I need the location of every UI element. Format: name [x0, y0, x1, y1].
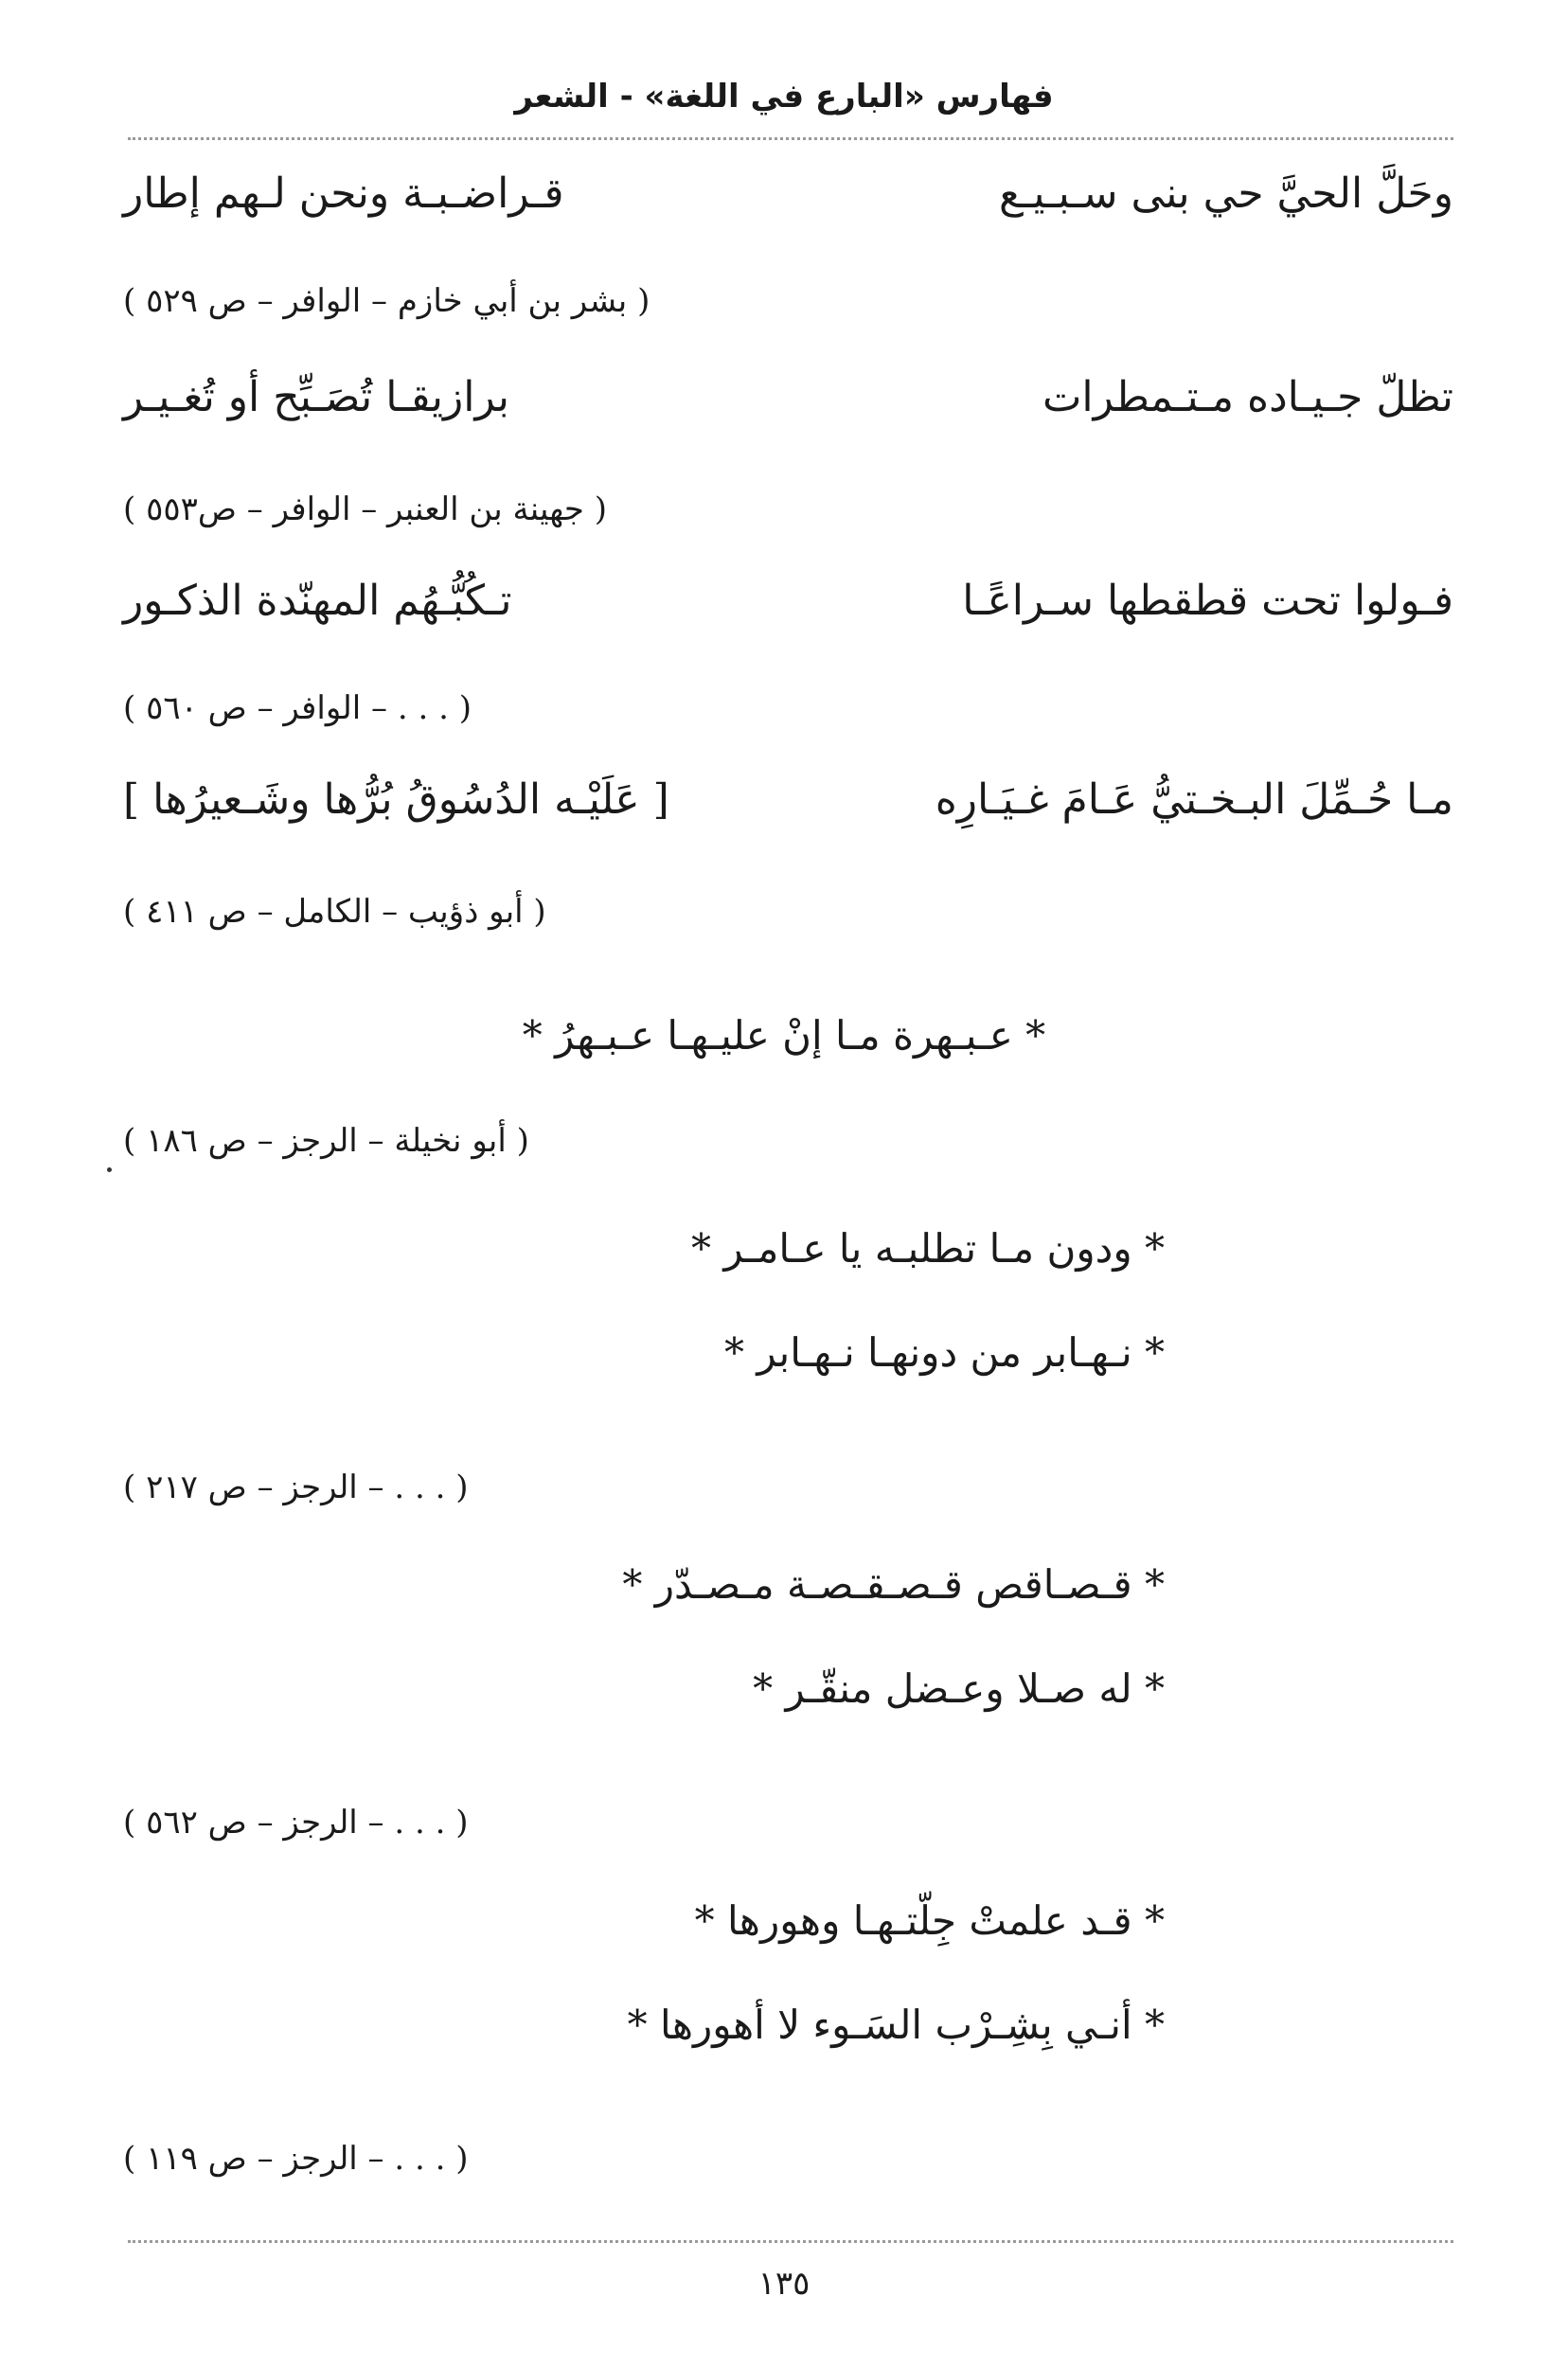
- attribution-text: ( أبو نخيلة – الرجز – ص ١٨٦ ): [123, 1122, 529, 1160]
- attribution-text: ( . . . – الوافر – ص ٥٦٠ ): [123, 689, 472, 727]
- attribution-text: ( بشر بن أبي خازم – الوافر – ص ٥٢٩ ): [123, 282, 650, 320]
- verse-second-hemistich: برازيقـا تُصَـبِّح أو تُغـيـر: [123, 373, 510, 421]
- rajaz-attribution: [123, 1801, 1453, 1844]
- rajaz-text: * قـصـاقص قـصـقـصـة مـصـدّر *: [622, 1561, 1165, 1608]
- rajaz-text: * له صـلا وعـضل منقّـر *: [753, 1665, 1165, 1712]
- verse-attribution: [123, 488, 1453, 531]
- attribution-text: ( . . . – الرجز – ص ٥٦٢ ): [123, 1804, 469, 1842]
- footer-divider: [128, 2240, 1453, 2243]
- verse-first-hemistich: فـولوا تحت قطقطها سـراعًـا: [962, 577, 1453, 625]
- rajaz-line: [0, 1008, 1568, 1063]
- verse-second-hemistich: [ عَلَيْـه الدُسُوقُ بُرُّها وشَـعيرُها ]: [123, 775, 669, 824]
- verse-attribution: [123, 279, 1453, 323]
- rajaz-line: [0, 1326, 1165, 1380]
- verse-first-hemistich: وحَلَّ الحيَّ حي بنى سـبـيـع: [998, 169, 1453, 218]
- verse-attribution: [123, 686, 1453, 730]
- attribution-text: ( جهينة بن العنبر – الوافر – ص٥٥٣ ): [123, 490, 607, 528]
- rajaz-line: [0, 1894, 1165, 1949]
- page-number: ١٣٥: [757, 2265, 811, 2303]
- verse-first-hemistich: تظلّ جـيـاده مـتـمطرات: [1042, 373, 1453, 421]
- attribution-text: ( . . . – الرجز – ص ١١٩ ): [123, 2140, 469, 2178]
- running-header: فهارس «البارع في اللغة» - الشعر: [514, 78, 1054, 116]
- rajaz-text: * أنـي بِشِـرْب السَـوء لا أهورها *: [627, 2002, 1165, 2048]
- rajaz-line: [0, 1221, 1165, 1276]
- rajaz-line: [0, 1557, 1165, 1612]
- stray-mark: [107, 1167, 112, 1172]
- verse-second-hemistich: تـكُبُّـهُم المهنّدة الذكـور: [123, 577, 512, 625]
- verse-line: [123, 573, 1453, 630]
- rajaz-text: * نـهـابر من دونهـا نـهـابر *: [724, 1329, 1165, 1376]
- rajaz-text: * ودون مـا تطلبـه يا عـامـر *: [691, 1225, 1165, 1272]
- rajaz-attribution: [123, 2137, 1453, 2180]
- rajaz-line: [0, 1662, 1165, 1717]
- verse-first-hemistich: مـا حُـمِّلَ البـخـتيُّ عَـامَ غـيَـارِه: [935, 775, 1453, 824]
- verse-line: [123, 166, 1453, 222]
- attribution-text: ( . . . – الرجز – ص ٢١٧ ): [123, 1468, 469, 1506]
- rajaz-attribution: [123, 1466, 1453, 1509]
- verse-second-hemistich: قـراضـبـة ونحن لـهم إطار: [123, 169, 564, 218]
- verse-attribution: [123, 890, 1453, 934]
- header-divider: [128, 137, 1453, 140]
- rajaz-attribution: [123, 1119, 1453, 1163]
- rajaz-line: [0, 1998, 1165, 2053]
- rajaz-text: * عـبـهرة مـا إنْ عليـهـا عـبـهرُ *: [522, 1012, 1046, 1059]
- verse-line: [123, 772, 1453, 828]
- rajaz-text: * قـد علمتْ جِلّتـهـا وهورها *: [694, 1897, 1165, 1944]
- attribution-text: ( أبو ذؤيب – الكامل – ص ٤١١ ): [123, 893, 546, 931]
- verse-line: [123, 369, 1453, 426]
